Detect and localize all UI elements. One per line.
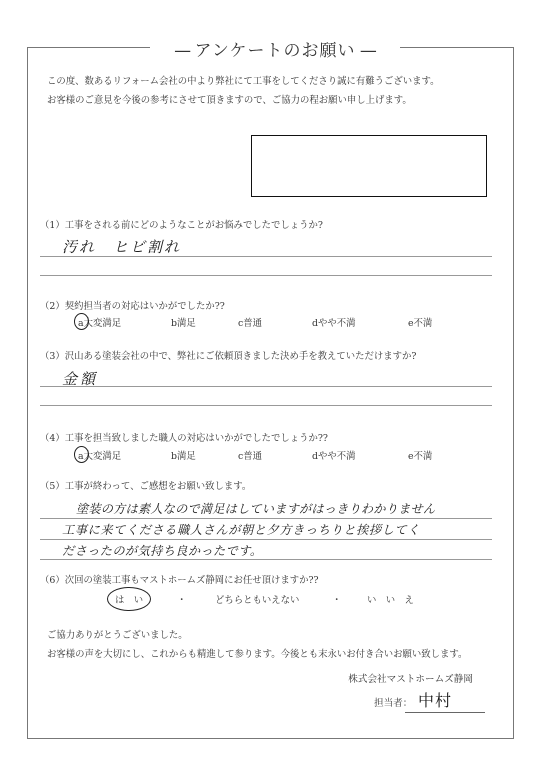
closing-line-1: ご協力ありがとうございました。 [47, 630, 188, 641]
q1-rule-2 [40, 275, 492, 276]
q6-option-neutral[interactable]: どちらともいえない [215, 595, 300, 606]
q2-options [75, 315, 495, 329]
q5-text: 工事が終わって、ご感想をお願い致します。 [64, 481, 252, 492]
q2-option-e[interactable]: e不満 [408, 318, 433, 329]
q4-option-b[interactable]: b満足 [171, 451, 196, 462]
intro-line-2: お客様のご意見を今後の参考にさせて頂きますので、ご協力の程お願い申し上げます。 [47, 95, 412, 106]
q2-option-b[interactable]: b満足 [171, 318, 196, 329]
q6-option-yes[interactable]: は い [115, 595, 144, 606]
q4-option-e[interactable]: e不満 [408, 451, 433, 462]
q5-number: （5） [40, 481, 65, 492]
q4-number: （4） [40, 433, 65, 444]
question-2 [40, 298, 225, 312]
title-text-left: アンケート [194, 41, 284, 61]
q5-rule-2 [40, 539, 492, 540]
title-dash-left: — [174, 41, 195, 61]
q2-number: （2） [40, 301, 65, 312]
q6-text: 次回の塗装工事もマストホームズ静岡にお任せ頂けますか?? [64, 575, 319, 586]
q5-rule-3 [40, 559, 492, 560]
q4-selection-circle [74, 446, 89, 463]
q5-rule-1 [40, 518, 492, 519]
q5-answer-line-1: 塗装の方は素人なので満足はしていますがはっきりわかりません [76, 502, 436, 516]
q4-option-d[interactable]: dやや不満 [312, 451, 356, 462]
q3-rule-2 [40, 405, 492, 406]
question-1 [40, 217, 323, 231]
q6-dot-1: ・ [177, 595, 187, 606]
q4-option-a[interactable]: a大変満足 [78, 451, 122, 462]
q3-rule-1 [40, 386, 492, 387]
staff-label: 担当者： [374, 698, 413, 709]
closing-line-2: お客様の声を大切にし、これからも精進して参ります。今後とも末永いお付き合いお願い致します。 [47, 649, 468, 660]
customer-name-box [251, 135, 487, 197]
q2-text: 契約担当者の対応はいかがでしたか?? [64, 301, 225, 312]
q3-text: 沢山ある塗装会社の中で、弊社にご依頼頂きました決め手を教えていただけますか? [64, 351, 417, 362]
q6-dot-2: ・ [332, 595, 342, 606]
title-dash-right: — [355, 41, 376, 61]
q5-answer-line-3: ださったのが気持ち良かったです。 [62, 544, 263, 558]
q4-option-c[interactable]: c普通 [238, 451, 263, 462]
q4-text: 工事を担当致しました職人の対応はいかがでしたでしょうか?? [64, 433, 328, 444]
q1-text: 工事をされる前にどのようなことがお悩みでしたでしょうか? [64, 220, 323, 231]
question-5 [40, 478, 251, 492]
q5-answer-line-2: 工事に来てくださる職人さんが朝と夕方きっちりと挨拶してく [62, 523, 421, 537]
title-text-right: のお願い [283, 41, 356, 61]
staff-signature: 中村 [418, 691, 453, 710]
q2-option-c[interactable]: c普通 [238, 318, 263, 329]
question-4 [40, 430, 328, 444]
q6-option-no[interactable]: い い え [367, 595, 414, 606]
q2-selection-circle [74, 313, 89, 330]
q1-answer: 汚れ ヒビ割れ [62, 238, 182, 256]
intro-line-1: この度、数あるリフォーム会社の中より弊社にて工事をしてくださり誠に有難うございます。 [47, 76, 440, 87]
q2-option-a[interactable]: a大変満足 [78, 318, 122, 329]
q4-options [75, 448, 495, 462]
question-6 [40, 572, 319, 586]
company-name: 株式会社マストホームズ静岡 [348, 674, 473, 685]
q3-number: （3） [40, 351, 65, 362]
q6-selection-circle [107, 587, 151, 611]
question-3 [40, 348, 416, 362]
q2-option-d[interactable]: dやや不満 [312, 318, 356, 329]
signature-line [405, 712, 485, 713]
survey-title [150, 36, 400, 61]
q3-answer: 金額 [62, 370, 99, 388]
q6-number: （6） [40, 575, 65, 586]
intro-text [47, 72, 440, 110]
q1-rule-1 [40, 256, 492, 257]
q1-number: （1） [40, 220, 65, 231]
